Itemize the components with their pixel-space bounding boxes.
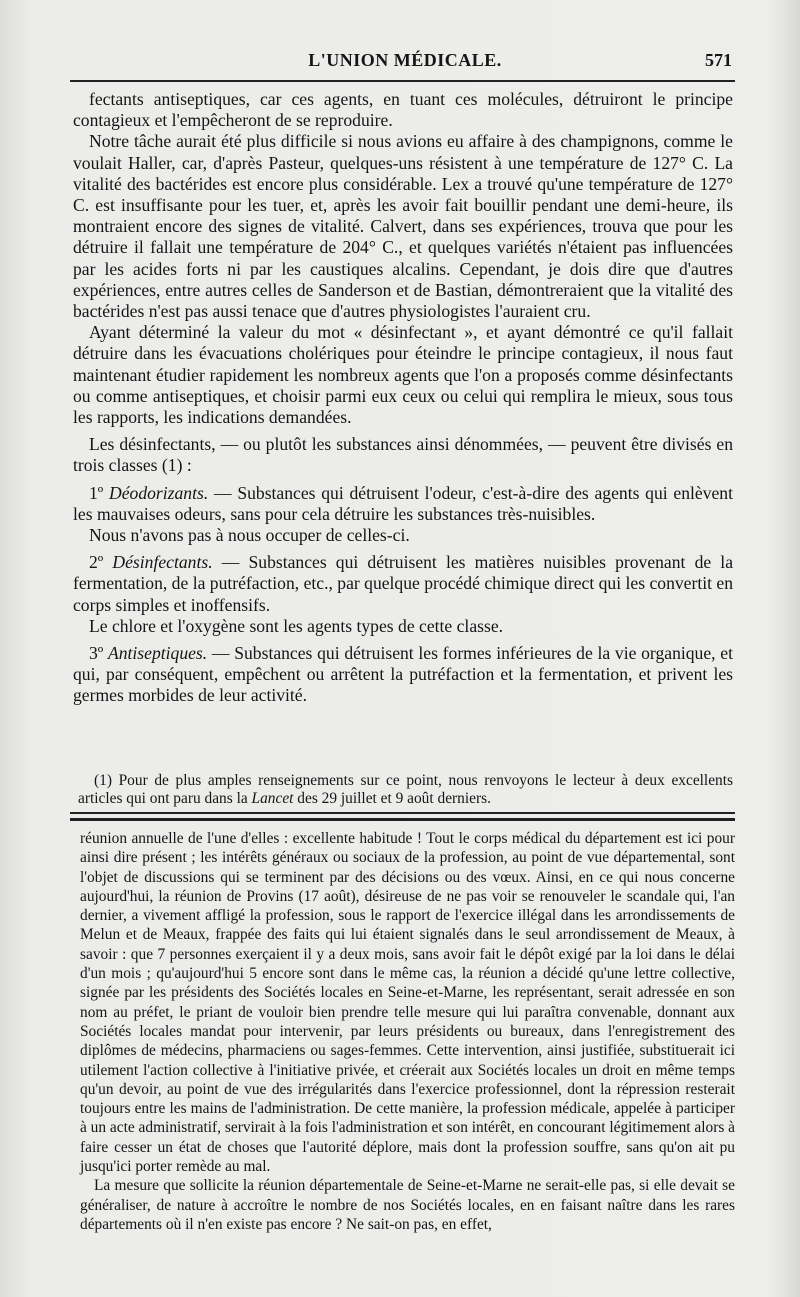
class-1-text: — Substances qui détruisent l'odeur, c'est-à-dire des agents qui enlèvent les mauvaises odeurs, sans pour cela détruire les substances très-nuisibles. bbox=[73, 482, 733, 524]
class-3-text: — Substances qui détruisent les formes inférieures de la vie organique, et qui, par conséquent, empêchent ou arrêtent la putréfaction et la fermentation, et privent les germes morbides de leur activité. bbox=[73, 643, 733, 706]
page-number: 571 bbox=[705, 50, 732, 70]
class-1-number: 1º bbox=[89, 482, 104, 503]
paragraph: Les désinfectants, — ou plutôt les substances ainsi dénommées, — peuvent être divisés en trois classes (1) : bbox=[73, 434, 733, 476]
main-text bbox=[73, 89, 733, 707]
footnote-text-start: (1) Pour de plus amples renseignements sur ce point, nous renvoyons le lecteur à deux excellents articles qui ont paru dans la bbox=[78, 772, 733, 807]
paragraph: fectants antiseptiques, car ces agents, en tuant ces molécules, détruiront le principe contagieux et l'empêcheront de se reproduire. bbox=[73, 89, 733, 131]
section-rule-thick bbox=[70, 818, 735, 821]
class-2-text: — Substances qui détruisent les matières nuisibles provenant de la fermentation, de la putréfaction, etc., par quelque procédé chimique direct qui les convertit en corps simples et inoffensifs. bbox=[73, 552, 734, 615]
class-2-paragraph bbox=[73, 552, 733, 616]
journal-title: Lancet bbox=[251, 790, 294, 807]
paragraph: réunion annuelle de l'une d'elles : excellente habitude ! Tout le corps médical du département est ici pour ainsi dire présent ; les intérêts généraux ou sociaux de la profession, au point de vue départemental, sont l'objet de discussions qui se terminent par des décisions ou des vœux. Ainsi, en ce qui nous concerne aujourd'hui, la réunion de Provins (17 août), désireuse de ne pas voir se renouveler le scandale qui, l'an dernier, a vivement affligé la profession, sous le rapport de l'exercice illégal dans les arrondissements de Melun et de Meaux, frappée des faits qui lui étaient signalés dans le seul arrondissement de Meaux, à savoir : que 7 personnes exerçaient il y a deux mois, sans avoir fait le dépôt exigé par la loi dans le délai d'un mois ; qu'aujourd'hui 5 encore sont dans le même cas, la réunion a décidé qu'une lettre collective, signée par les présidents des Sociétés locales en Seine-et-Marne, les représentant, serait adressée en son nom au préfet, le priant de vouloir bien prendre telle mesure qui lui paraîtra convenable, donnant aux Sociétés locales mandat pour intervenir, par leurs présidents ou bureaux, dans l'enregistrement des diplômes de médecins, pharmaciens ou sages-femmes. Cette intervention, ainsi justifiée, substituerait ici utilement l'action collective à l'initiative privée, et créerait aux Sociétés locales un droit en même temps qu'un devoir, au point de vue des irrégularités dans l'exercice professionnel, dont la répression resterait toujours entre les mains de l'administration. De cette manière, la profession médicale, appelée à participer à un acte administratif, servirait à la fois l'administration et son intérêt, en concourant légitimement alors à faire cesser un état de choses que l'autorité déplore, mais dont la profession souffre, sans qu'on ait pu jusqu'ici porter remède au mal. bbox=[80, 830, 735, 1176]
class-3-number: 3º bbox=[89, 643, 104, 664]
header-rule bbox=[70, 80, 735, 82]
class-2-term: Désinfectants. bbox=[112, 552, 213, 573]
paragraph: La mesure que sollicite la réunion départementale de Seine-et-Marne ne serait-elle pas, si elle devait se généraliser, de nature à accroître le nombre de nos Sociétés locales, en en faisant naître dans les rares départements où il n'en existe pas encore ? Ne sait-on pas, en effet, bbox=[80, 1177, 735, 1233]
footnote bbox=[78, 772, 733, 808]
lower-column-text bbox=[80, 829, 735, 1234]
running-title: L'UNION MÉDICALE. bbox=[308, 50, 502, 70]
page-header bbox=[70, 44, 740, 74]
class-2-number: 2º bbox=[89, 552, 104, 573]
footnote-text bbox=[78, 772, 733, 808]
class-1-term: Déodorizants. bbox=[109, 482, 209, 503]
class-3-paragraph bbox=[73, 643, 733, 707]
paragraph: Notre tâche aurait été plus difficile si nous avions eu affaire à des champignons, comme le voulait Haller, car, d'après Pasteur, quelques-uns résistent à une température de 127° C. La vitalité des bactérides est encore plus considérable. Lex a trouvé qu'une température de 127° C. est insuffisante pour les tuer, et, après les avoir fait bouillir pendant une demi-heure, ils montraient encore des signes de vitalité. Calvert, dans ses expériences, trouva que pour les détruire il fallait une température de 204° C., et quelques variétés n'étaient pas influencées par les acides forts ni par les caustiques alcalins. Cependant, je dois dire que d'autres expériences, entre autres celles de Sanderson et de Bastian, démontreraient que la vitalité des bactérides n'est pas aussi tenace que d'autres physiologistes l'auraient cru. bbox=[73, 131, 733, 322]
class-1-paragraph bbox=[73, 483, 733, 525]
class-3-term: Antiseptiques. bbox=[107, 643, 208, 664]
class-2-note: Le chlore et l'oxygène sont les agents types de cette classe. bbox=[89, 615, 504, 636]
paragraph: Ayant déterminé la valeur du mot « désinfectant », et ayant démontré ce qu'il fallait détruire dans les évacuations cholériques pour éteindre le principe contagieux, il nous faut maintenant étudier rapidement les nombreux agents que l'on a proposés comme désinfectants ou comme antiseptiques, et choisir parmi eux ceux ou celui qui remplira le mieux, sous tous les rapports, les indications demandées. bbox=[73, 322, 733, 428]
class-1-note: Nous n'avons pas à nous occuper de celles-ci. bbox=[89, 525, 410, 546]
section-rule-thin bbox=[70, 812, 735, 814]
footnote-text-end: des 29 juillet et 9 août derniers. bbox=[297, 790, 491, 807]
